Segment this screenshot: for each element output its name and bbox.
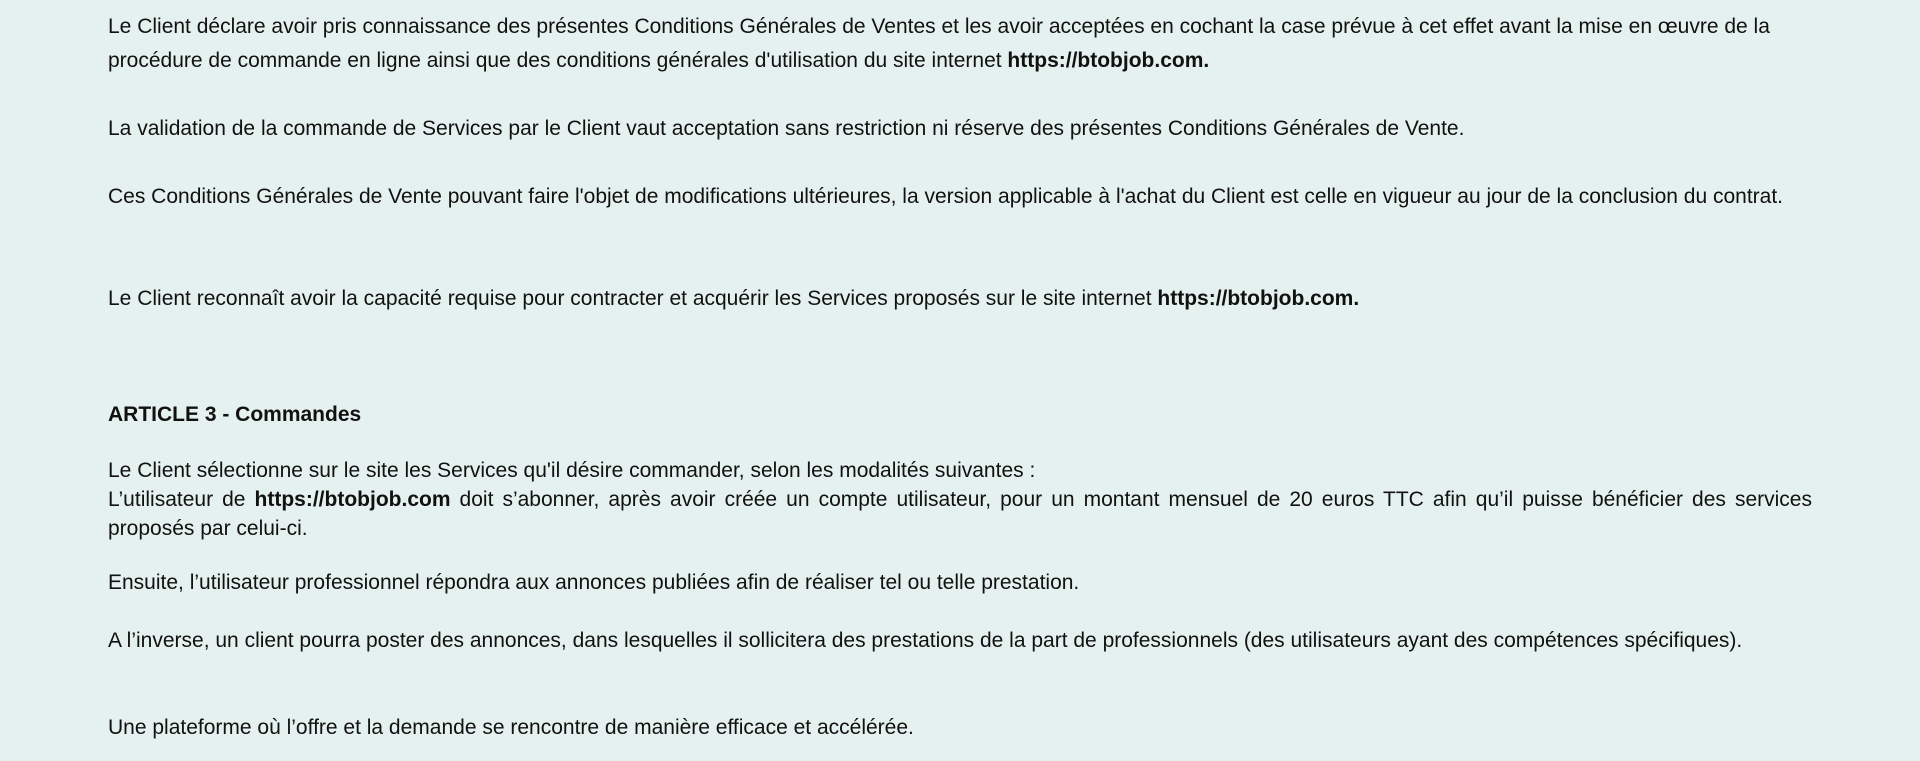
article-3-line-1: Le Client sélectionne sur le site les Services qu'il désire commander, selon les modalités suivantes :	[108, 459, 1036, 482]
article-3-subscription-suffix: doit s’abonner, après avoir créée un compte utilisateur, pour un montant mensuel de 20 euros TTC afin qu’il puisse bénéficier des services proposés par celui-ci.	[108, 488, 1812, 540]
site-url: https://btobjob.com	[254, 488, 451, 511]
article-3-paragraph-professional: Ensuite, l’utilisateur professionnel répondra aux annonces publiées afin de réaliser tel ou telle prestation.	[108, 571, 1080, 594]
article-3-heading: ARTICLE 3 - Commandes	[108, 403, 362, 426]
intro-paragraph-acceptance	[108, 10, 1812, 78]
article-3-paragraph-client: A l’inverse, un client pourra poster des annonces, dans lesquelles il sollicitera des prestations de la part de professionnels (des utilisateurs ayant des compétences spécifiques).	[108, 629, 1743, 652]
intro-paragraph-validation: La validation de la commande de Services par le Client vaut acceptation sans restriction ni réserve des présentes Conditions Générales de Vente.	[108, 117, 1465, 140]
intro-paragraph-modifications: Ces Conditions Générales de Vente pouvant faire l'objet de modifications ultérieures, la version applicable à l'achat du Client est celle en vigueur au jour de la conclusion du contrat.	[108, 185, 1784, 208]
cgv-document	[108, 10, 1812, 739]
site-url: https://btobjob.com.	[1007, 49, 1210, 72]
intro-paragraph-capacity	[108, 282, 1812, 316]
site-url: https://btobjob.com.	[1157, 287, 1360, 310]
intro-paragraph-capacity-text: Le Client reconnaît avoir la capacité requise pour contracter et acquérir les Services proposés sur le site internet	[108, 287, 1158, 310]
article-3-intro	[108, 456, 1812, 543]
article-3-subscription-prefix: L’utilisateur de	[108, 488, 255, 511]
article-3-subscription	[108, 485, 1812, 543]
article-3-paragraph-platform: Une plateforme où l’offre et la demande se rencontre de manière efficace et accélérée.	[108, 716, 914, 739]
intro-paragraph-acceptance-text: Le Client déclare avoir pris connaissance des présentes Conditions Générales de Ventes et les avoir acceptées en cochant la case prévue à cet effet avant la mise en œuvre de la procédure de commande en ligne ainsi que des conditions générales d'utilisation du site internet	[108, 15, 1770, 72]
